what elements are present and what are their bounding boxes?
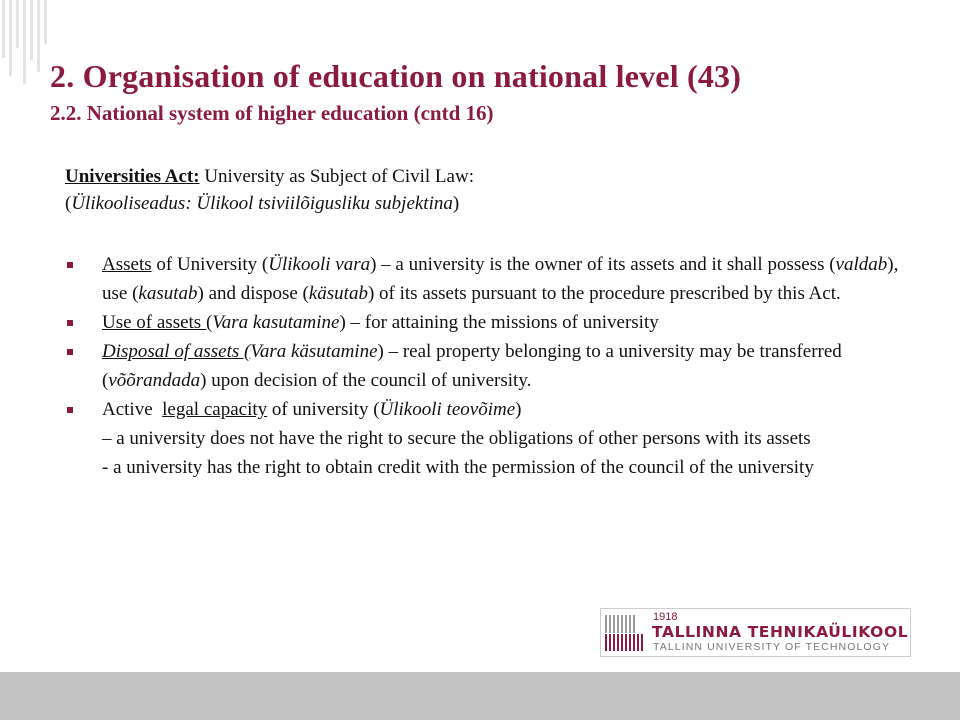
bullet-use-of-assets: Use of assets (Vara kasutamine) – for attaining the missions of university	[102, 308, 922, 337]
legal-capacity-line-2: - a university has the right to obtain credit with the permission of the council of the university	[102, 457, 814, 478]
logo-english-name: TALLINN UNIVERSITY OF TECHNOLOGY	[653, 641, 891, 653]
act-rest: University as Subject of Civil Law:	[199, 166, 474, 187]
footer-bar	[0, 672, 960, 720]
page-title: 2. Organisation of education on national level (43)	[50, 58, 742, 94]
logo-bars-icon	[604, 613, 646, 653]
estonian-title-line: (Ülikooliseadus: Ülikool tsiviilõigusliku subjektina)	[65, 193, 460, 214]
university-logo	[600, 608, 911, 657]
bullet-list	[102, 250, 922, 482]
logo-year: 1918	[653, 611, 678, 623]
logo-name: TALLINNA TEHNIKAÜLIKOOL	[652, 623, 909, 641]
bullet-assets: Assets of University (Ülikooli vara) – a university is the owner of its assets and it shall possess (valdab), use (kasutab) and dispose (käsutab) of its assets pursuant to the procedure prescribed by this Act.	[102, 250, 922, 308]
bullet-legal-capacity: Active legal capacity of university (Ülikooli teovõime) – a university does not have the right to secure the obligations of other persons with its assets - a university has the right to obtain credit with the permission of the council of the university	[102, 395, 922, 482]
act-line	[65, 163, 474, 190]
bullet-disposal-of-assets: Disposal of assets (Vara käsutamine) – real property belonging to a university may be transferred (võõrandada) upon decision of the council of university.	[102, 337, 922, 395]
intro-block	[65, 163, 474, 217]
estonian-title: Ülikooliseadus: Ülikool tsiviilõigusliku subjektina	[71, 193, 453, 214]
act-label: Universities Act:	[65, 166, 200, 187]
page-subtitle: 2.2. National system of higher education (cntd 16)	[50, 101, 494, 125]
legal-capacity-line-1: – a university does not have the right to secure the obligations of other persons with its assets	[102, 428, 811, 449]
